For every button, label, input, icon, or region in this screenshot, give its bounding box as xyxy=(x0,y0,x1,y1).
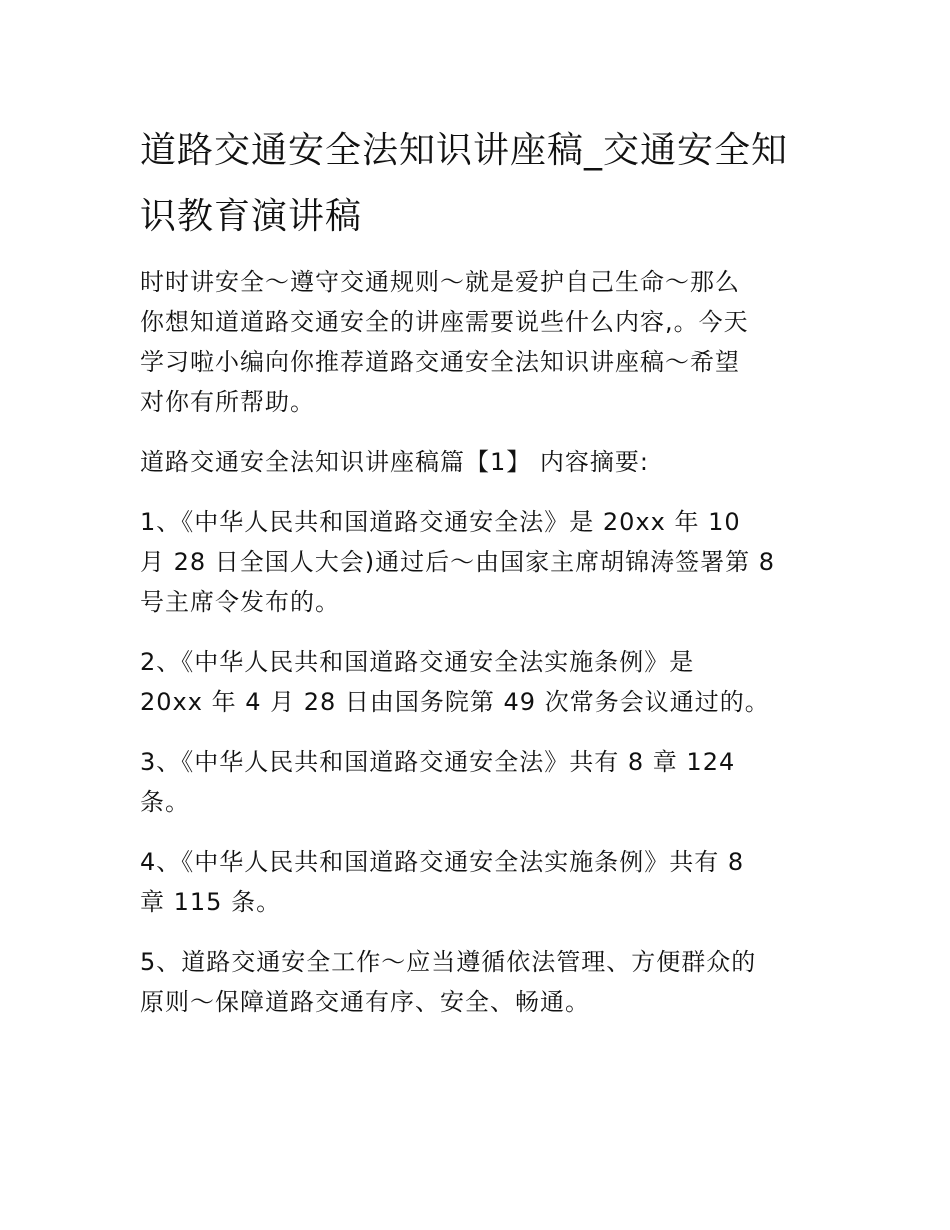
list-item-1 xyxy=(140,502,820,622)
list-item-5 xyxy=(140,942,820,1022)
document-page xyxy=(140,118,820,1042)
intro-paragraph xyxy=(140,262,820,422)
item-1-line-1: 1、《中华人民共和国道路交通安全法》是 20xx 年 10 xyxy=(140,508,741,536)
item-3-line-1: 3、《中华人民共和国道路交通安全法》共有 8 章 124 xyxy=(140,748,736,776)
list-item-2 xyxy=(140,642,820,722)
document-title xyxy=(140,118,820,250)
item-3-line-2: 条。 xyxy=(140,788,190,816)
item-1-line-2: 月 28 日全国人大会)通过后～由国家主席胡锦涛签署第 8 xyxy=(140,548,776,576)
item-2-line-2: 20xx 年 4 月 28 日由国务院第 49 次常务会议通过的。 xyxy=(140,688,770,716)
item-1-line-3: 号主席令发布的。 xyxy=(140,588,340,616)
title-line-2: 识教育演讲稿 xyxy=(140,196,363,237)
intro-line-3: 学习啦小编向你推荐道路交通安全法知识讲座稿～希望 xyxy=(140,348,740,376)
list-item-4 xyxy=(140,842,820,922)
item-5-line-1: 5、道路交通安全工作～应当遵循依法管理、方便群众的 xyxy=(140,948,757,976)
intro-line-1: 时时讲安全～遵守交通规则～就是爱护自己生命～那么 xyxy=(140,268,740,296)
title-line-1: 道路交通安全法知识讲座稿_交通安全知 xyxy=(140,130,789,171)
item-5-line-2: 原则～保障道路交通有序、安全、畅通。 xyxy=(140,988,590,1016)
item-2-line-1: 2、《中华人民共和国道路交通安全法实施条例》是 xyxy=(140,648,695,676)
item-4-line-2: 章 115 条。 xyxy=(140,888,282,916)
section-heading: 道路交通安全法知识讲座稿篇【1】 内容摘要: xyxy=(140,448,649,476)
list-item-3 xyxy=(140,742,820,822)
item-4-line-1: 4、《中华人民共和国道路交通安全法实施条例》共有 8 xyxy=(140,848,745,876)
intro-line-4: 对你有所帮助。 xyxy=(140,388,315,416)
intro-line-2: 你想知道道路交通安全的讲座需要说些什么内容,。今天 xyxy=(140,308,749,336)
